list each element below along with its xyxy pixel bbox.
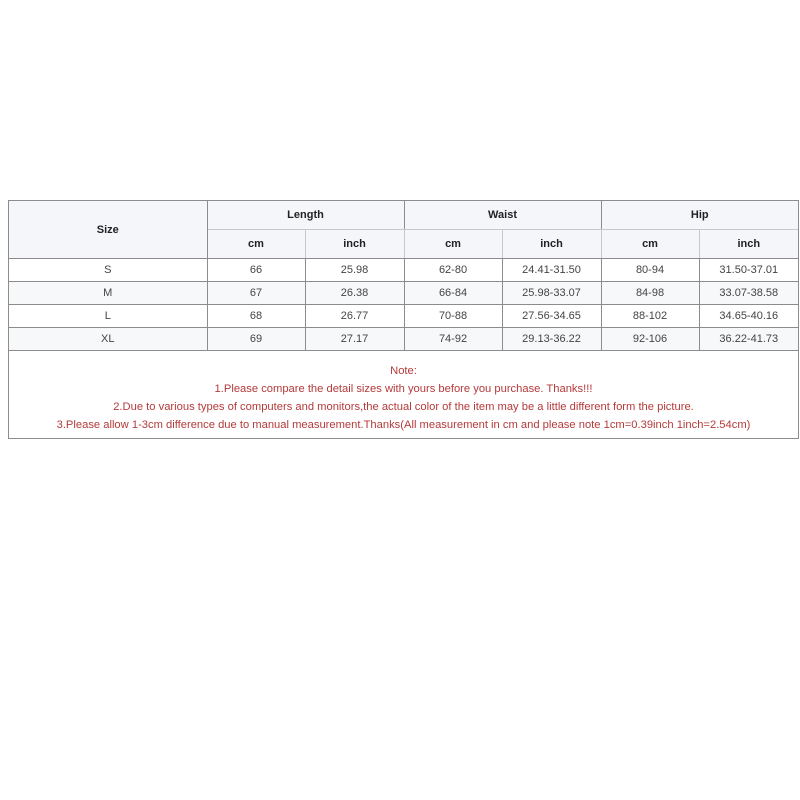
waist-cm-header: cm (404, 230, 502, 259)
length-cm-cell: 67 (207, 282, 305, 305)
length-inch-header: inch (305, 230, 404, 259)
hip-cm-cell: 88-102 (601, 305, 699, 328)
size-table (9, 201, 798, 351)
hip-inch-cell: 33.07-38.58 (699, 282, 798, 305)
hip-cm-header: cm (601, 230, 699, 259)
hip-cm-cell: 84-98 (601, 282, 699, 305)
note-line-2: 2.Due to various types of computers and monitors,the actual color of the item may be a little different form the picture. (113, 401, 694, 413)
length-cm-cell: 66 (207, 259, 305, 282)
waist-cm-cell: 66-84 (404, 282, 502, 305)
size-cell: M (9, 282, 207, 305)
waist-inch-header: inch (502, 230, 601, 259)
waist-inch-cell: 24.41-31.50 (502, 259, 601, 282)
table-row (9, 259, 798, 282)
waist-inch-cell: 29.13-36.22 (502, 328, 601, 351)
size-cell: XL (9, 328, 207, 351)
size-cell: S (9, 259, 207, 282)
length-cm-header: cm (207, 230, 305, 259)
length-inch-cell: 26.38 (305, 282, 404, 305)
hip-group-header: Hip (601, 201, 798, 230)
hip-inch-cell: 31.50-37.01 (699, 259, 798, 282)
waist-cm-cell: 70-88 (404, 305, 502, 328)
length-cm-cell: 69 (207, 328, 305, 351)
length-inch-cell: 27.17 (305, 328, 404, 351)
hip-cm-cell: 80-94 (601, 259, 699, 282)
size-column-header: Size (9, 201, 207, 259)
waist-group-header: Waist (404, 201, 601, 230)
waist-cm-cell: 74-92 (404, 328, 502, 351)
waist-inch-cell: 27.56-34.65 (502, 305, 601, 328)
hip-cm-cell: 92-106 (601, 328, 699, 351)
length-inch-cell: 26.77 (305, 305, 404, 328)
table-row (9, 282, 798, 305)
note-line-1: 1.Please compare the detail sizes with yours before you purchase. Thanks!!! (214, 383, 593, 395)
waist-cm-cell: 62-80 (404, 259, 502, 282)
table-row (9, 328, 798, 351)
length-cm-cell: 68 (207, 305, 305, 328)
hip-inch-cell: 34.65-40.16 (699, 305, 798, 328)
note-line-3: 3.Please allow 1-3cm difference due to manual measurement.Thanks(All measurement in cm and please note 1cm=0.39inch 1inch=2.54cm) (56, 419, 751, 431)
note-title: Note: (390, 365, 417, 377)
size-chart (8, 200, 799, 439)
hip-inch-cell: 36.22-41.73 (699, 328, 798, 351)
notes-section (9, 362, 798, 434)
size-cell: L (9, 305, 207, 328)
length-group-header: Length (207, 201, 404, 230)
hip-inch-header: inch (699, 230, 798, 259)
table-row (9, 305, 798, 328)
length-inch-cell: 25.98 (305, 259, 404, 282)
waist-inch-cell: 25.98-33.07 (502, 282, 601, 305)
group-header-row (9, 201, 798, 230)
